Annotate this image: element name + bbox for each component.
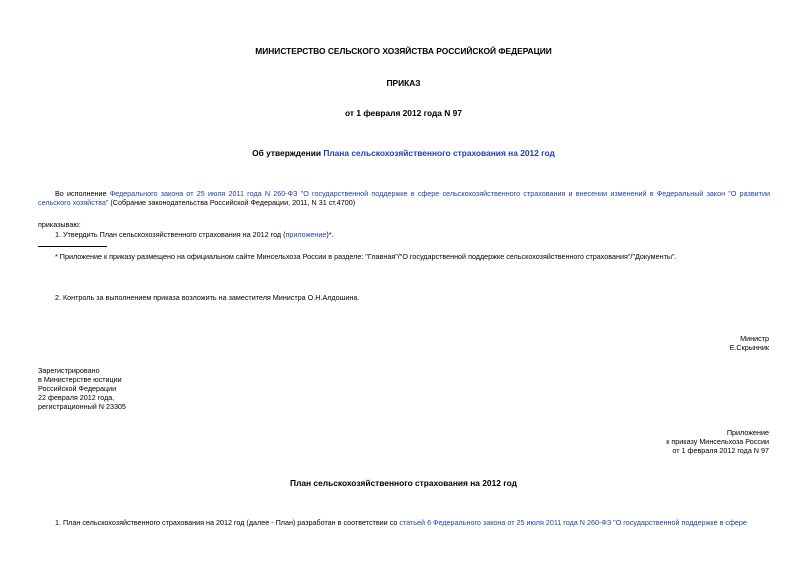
federal-law-link[interactable]: Федерального закона от 25 июля 2011 года N 260-ФЗ "О государственной поддержке в сфере сельскохозяйственного страхования и внесении изменений в Федеральный закон "О развитии сельского хозяйства" (38, 189, 770, 207)
article-6-link[interactable]: статьей 6 Федерального закона от 25 июля 2011 года N 260-ФЗ "О государственной поддержке в сфере (399, 518, 747, 527)
appendix-block (666, 428, 769, 455)
appendix-line: Приложение (726, 428, 769, 437)
order-word: приказываю: (38, 220, 81, 229)
signature-position: Министр (740, 334, 769, 343)
registration-line: 22 февраля 2012 года, (38, 393, 115, 402)
signature-name: Е.Скрынник (729, 343, 769, 352)
registration-line: Зарегистрировано (38, 366, 100, 375)
intro-paragraph (38, 189, 770, 207)
signature-block (730, 334, 769, 352)
footnote: * Приложение к приказу размещено на официальном сайте Минсельхоза России в разделе: "Главная"/"О государственной поддержке сельскохозяйственного страхования"/"Документы". (55, 252, 677, 261)
order-item-1-text: 1. Утвердить План сельскохозяйственного страхования на 2012 год ( (55, 230, 286, 239)
doc-type-heading: ПРИКАЗ (386, 78, 421, 88)
order-item-2: 2. Контроль за выполнением приказа возложить на заместителя Министра О.Н.Алдошина. (55, 293, 360, 302)
order-item-1-suffix: )*. (326, 230, 334, 239)
appendix-link[interactable]: приложение (285, 230, 327, 239)
doc-title-prefix: Об утверждении (252, 148, 324, 158)
registration-block (38, 366, 126, 411)
doc-title-link[interactable]: Плана сельскохозяйственного страхования на 2012 год (323, 148, 555, 158)
registration-line: регистрационный N 23305 (38, 402, 126, 411)
intro-text-start: Во исполнение (55, 189, 110, 198)
plan-title: План сельскохозяйственного страхования на 2012 год (290, 478, 517, 488)
doc-date-heading: от 1 февраля 2012 года N 97 (345, 108, 462, 118)
plan-item-1 (55, 518, 770, 527)
appendix-line: к приказу Минсельхоза России (666, 437, 769, 446)
registration-line: в Министерстве юстиции (38, 375, 122, 384)
appendix-line: от 1 февраля 2012 года N 97 (672, 446, 769, 455)
order-item-1 (55, 230, 334, 239)
intro-text-end: (Собрание законодательства Российской Федерации, 2011, N 31 ст.4700) (108, 198, 356, 207)
ministry-heading: МИНИСТЕРСТВО СЕЛЬСКОГО ХОЗЯЙСТВА РОССИЙСКОЙ ФЕДЕРАЦИИ (255, 46, 552, 56)
footnote-divider (38, 246, 107, 247)
plan-item-1-text: 1. План сельскохозяйственного страхования на 2012 год (далее - План) разработан в соответствии со (55, 518, 400, 527)
doc-title (0, 148, 807, 158)
registration-line: Российской Федерации (38, 384, 117, 393)
